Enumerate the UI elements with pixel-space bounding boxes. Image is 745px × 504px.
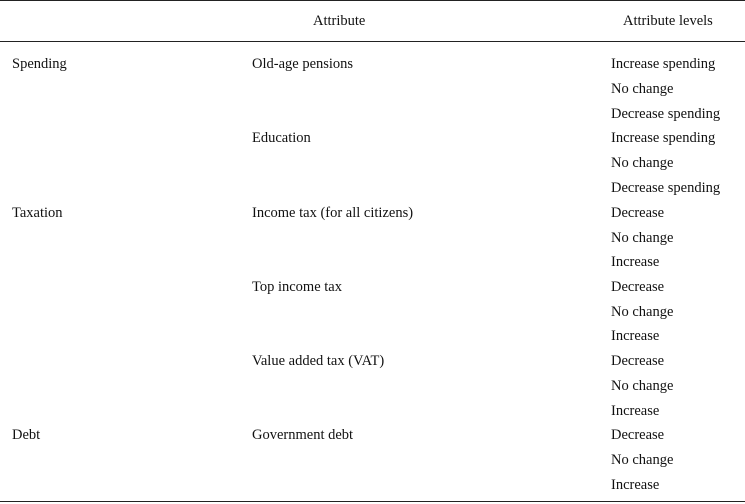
attribute-level: Increase spending — [611, 56, 716, 72]
attribute-label: Income tax (for all citizens) — [252, 205, 414, 221]
attribute-label: Top income tax — [252, 279, 342, 295]
table-top-rule — [0, 0, 745, 1]
table-bottom-rule — [0, 501, 745, 502]
category-label: Spending — [12, 56, 67, 72]
attribute-level: Decrease spending — [611, 106, 721, 122]
attribute-level: Increase — [611, 477, 660, 493]
attribute-label: Government debt — [252, 427, 354, 443]
attribute-level: No change — [611, 452, 674, 468]
header-attribute-levels: Attribute levels — [623, 13, 713, 29]
attribute-level: Decrease — [611, 279, 665, 295]
attribute-level: No change — [611, 155, 674, 171]
attribute-level: Decrease — [611, 427, 665, 443]
attribute-level: No change — [611, 81, 674, 97]
attribute-level: No change — [611, 304, 674, 320]
attribute-label: Education — [252, 130, 311, 146]
attribute-level: Decrease — [611, 353, 665, 369]
attribute-label: Old-age pensions — [252, 56, 354, 72]
category-label: Debt — [12, 427, 41, 443]
attribute-level: Increase — [611, 328, 660, 344]
table-header-rule — [0, 41, 745, 42]
attribute-level: Increase spending — [611, 130, 716, 146]
attribute-label: Value added tax (VAT) — [252, 353, 385, 369]
attribute-level: No change — [611, 378, 674, 394]
attribute-level: Decrease spending — [611, 180, 721, 196]
category-label: Taxation — [12, 205, 63, 221]
attribute-level: Decrease — [611, 205, 665, 221]
header-attribute: Attribute — [313, 13, 366, 29]
attribute-level: No change — [611, 230, 674, 246]
attribute-level: Increase — [611, 403, 660, 419]
attribute-level: Increase — [611, 254, 660, 270]
